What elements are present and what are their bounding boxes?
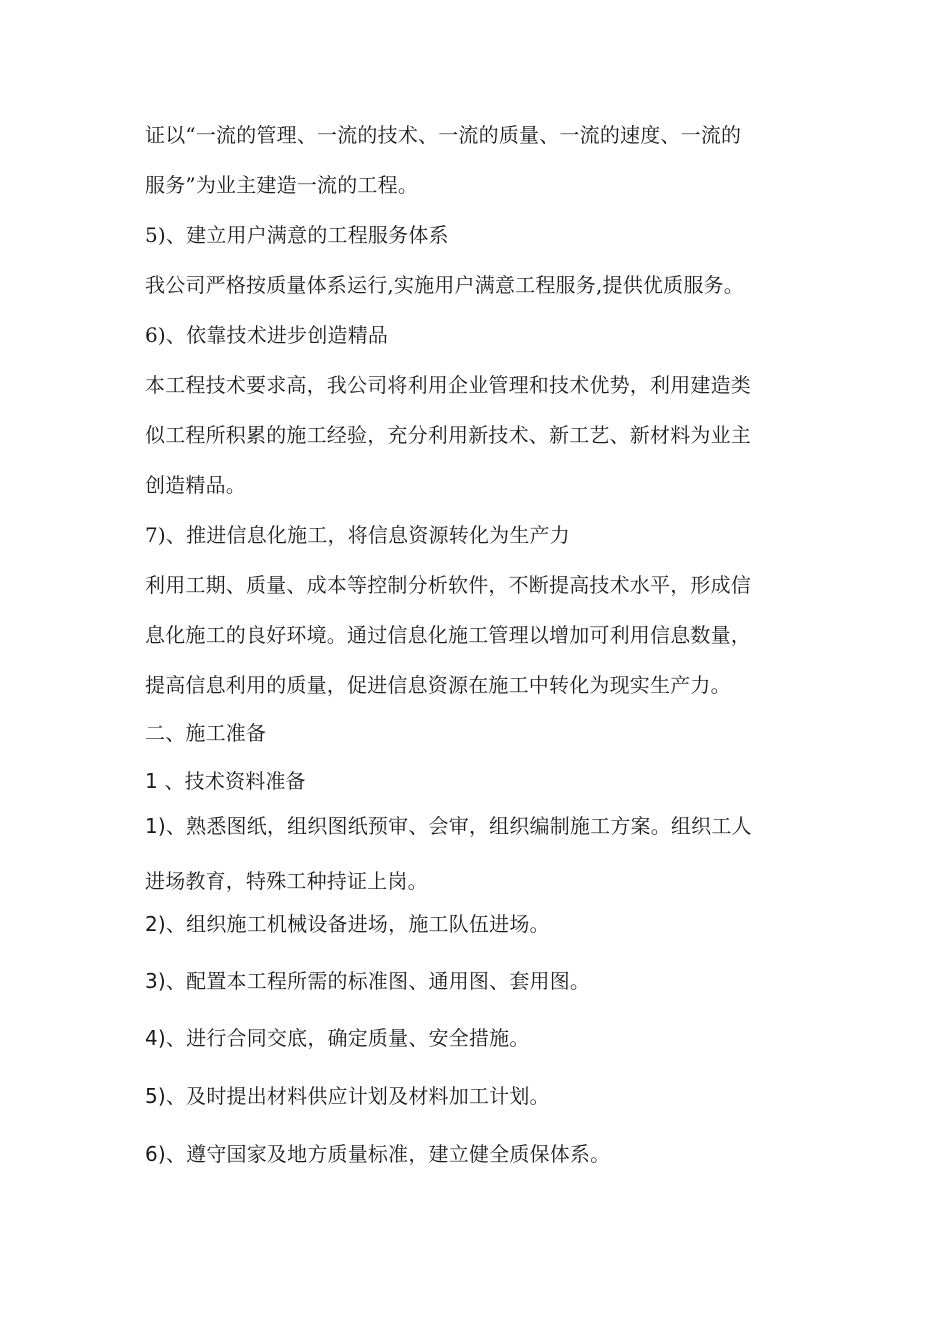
list-item-1-continued: 进场教育，特殊工种持证上岗。 (145, 869, 428, 893)
list-item-4: 4)、进行合同交底，确定质量、安全措施。 (145, 1026, 530, 1050)
chapter-heading-2: 二、施工准备 (145, 721, 267, 745)
section-heading-5: 5)、建立用户满意的工程服务体系 (145, 223, 449, 247)
paragraph-line-8: 息化施工的良好环境。通过信息化施工管理以增加可利用信息数量， (145, 623, 751, 647)
paragraph-line-5: 似工程所积累的施工经验，充分利用新技术、新工艺、新材料为业主 (145, 423, 751, 447)
section-heading-7: 7)、推进信息化施工，将信息资源转化为生产力 (145, 523, 570, 547)
paragraph-line-4: 本工程技术要求高，我公司将利用企业管理和技术优势，利用建造类 (145, 373, 751, 397)
list-item-3: 3)、配置本工程所需的标准图、通用图、套用图。 (145, 969, 591, 993)
section-heading-6: 6)、依靠技术进步创造精品 (145, 323, 389, 347)
paragraph-line-2: 服务”为业主建造一流的工程。 (145, 173, 419, 197)
list-item-6: 6)、遵守国家及地方质量标准，建立健全质保体系。 (145, 1142, 611, 1166)
paragraph-line-3: 我公司严格按质量体系运行,实施用户满意工程服务,提供优质服务。 (145, 273, 744, 297)
list-item-2: 2)、组织施工机械设备进场，施工队伍进场。 (145, 912, 550, 936)
paragraph-line-6: 创造精品。 (145, 473, 246, 497)
paragraph-line-1: 证以“一流的管理、一流的技术、一流的质量、一流的速度、一流的 (145, 123, 742, 147)
list-item-1: 1)、熟悉图纸，组织图纸预审、会审，组织编制施工方案。组织工人 (145, 814, 752, 838)
subsection-heading-1: 1 、技术资料准备 (145, 769, 306, 793)
paragraph-line-7: 利用工期、质量、成本等控制分析软件，不断提高技术水平，形成信 (145, 573, 751, 597)
paragraph-line-9: 提高信息利用的质量，促进信息资源在施工中转化为现实生产力。 (145, 673, 731, 697)
list-item-5: 5)、及时提出材料供应计划及材料加工计划。 (145, 1084, 550, 1108)
